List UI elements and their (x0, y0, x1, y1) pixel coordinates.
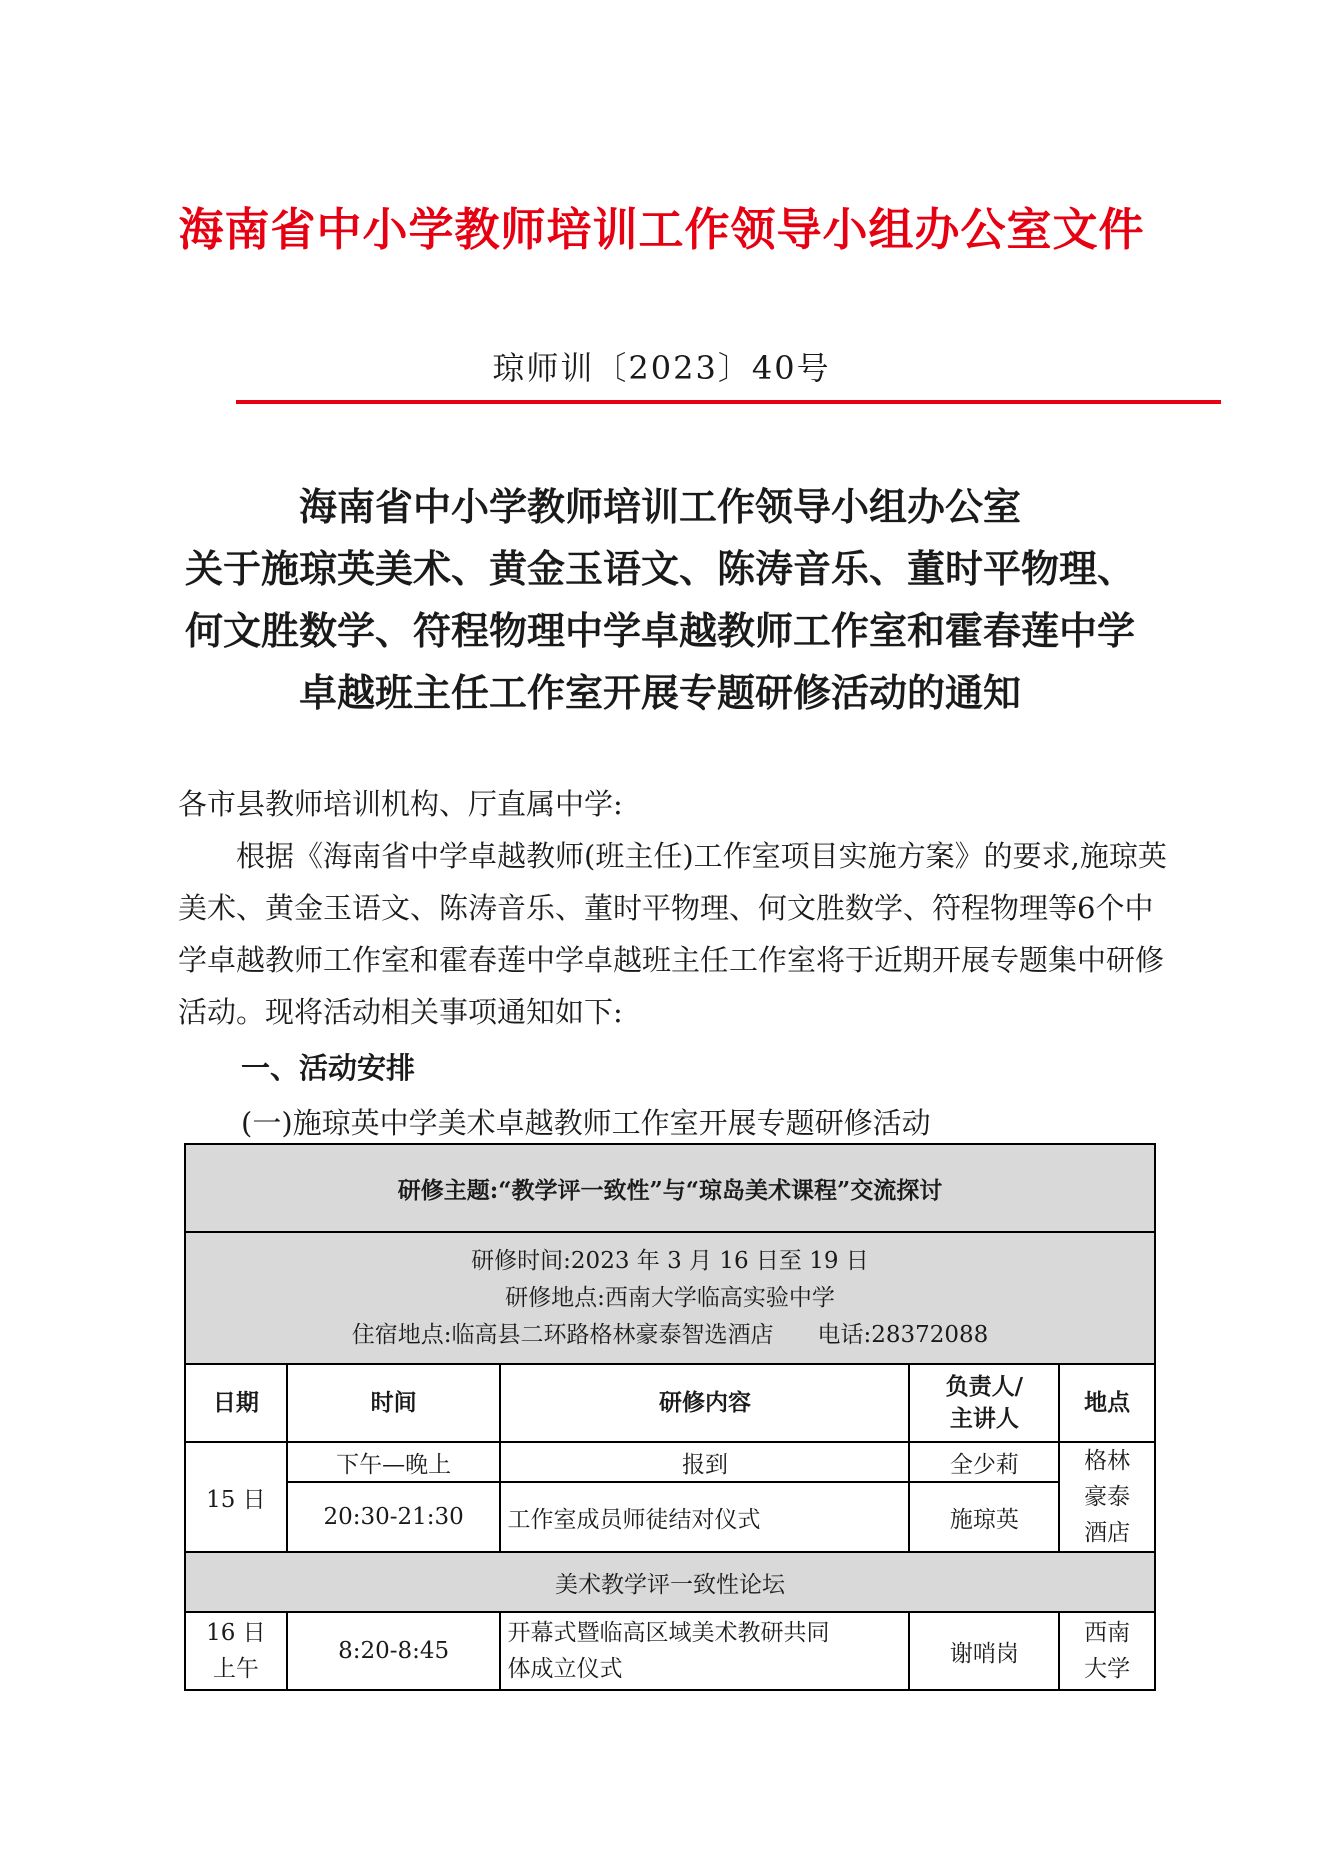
header-date: 日期 (185, 1364, 287, 1442)
time-cell: 8:20-8:45 (287, 1612, 501, 1690)
place-line: 西南 (1084, 1620, 1131, 1646)
schedule-table (184, 1143, 1156, 1691)
lodging-location: 住宿地点:临高县二环路格林豪泰智选酒店 (351, 1321, 774, 1348)
table-row (185, 1482, 1155, 1552)
place-cell (1059, 1612, 1155, 1690)
forum-title: 美术教学评一致性论坛 (185, 1552, 1155, 1612)
notice-title-line: 卓越班主任工作室开展专题研修活动的通知 (298, 670, 1021, 715)
place-cell (1059, 1442, 1155, 1552)
content-cell (500, 1612, 909, 1690)
date-cell: 15 日 (185, 1442, 287, 1552)
research-location: 研修地点:西南大学临高实验中学 (505, 1284, 835, 1311)
lodging-line (186, 1317, 1154, 1354)
date-line: 16 日 (206, 1620, 266, 1646)
content-cell: 工作室成员师徒结对仪式 (500, 1482, 909, 1552)
header-person-line: 负责人/ (945, 1373, 1024, 1400)
research-time: 研修时间:2023 年 3 月 16 日至 19 日 (471, 1247, 869, 1274)
research-theme: 研修主题:“教学评一致性”与“琼岛美术课程”交流探讨 (185, 1144, 1155, 1232)
person-cell: 谢哨岗 (909, 1612, 1059, 1690)
forum-row (185, 1552, 1155, 1612)
content-cell: 报到 (500, 1442, 909, 1482)
red-divider-line (236, 400, 1221, 404)
header-person-line: 主讲人 (949, 1405, 1019, 1432)
date-line: 上午 (212, 1656, 259, 1682)
content-line: 开幕式暨临高区域美术教研共同 (507, 1620, 830, 1646)
body-paragraph (178, 830, 1168, 1038)
header-place: 地点 (1059, 1364, 1155, 1442)
research-info (185, 1232, 1155, 1364)
document-header-title: 海南省中小学教师培训工作领导小组办公室文件 (178, 203, 1145, 256)
document-number: 琼师训〔2023〕40号 (492, 349, 831, 387)
place-line: 大学 (1084, 1656, 1131, 1682)
theme-row (185, 1144, 1155, 1232)
phone-number: 电话:28372088 (817, 1321, 989, 1348)
header-person (909, 1364, 1059, 1442)
paragraph-text: 根据《海南省中学卓越教师(班主任)工作室项目实施方案》的要求,施琼英美术、黄金玉语文、陈涛音乐、董时平物理、何文胜数学、符程物理等6个中学卓越教师工作室和霍春莲中学卓越班主任工作室将于近期开展专题集中研修活动。现将活动相关事项通知如下: (178, 839, 1167, 1029)
section-heading: 一、活动安排 (241, 1051, 416, 1085)
table-row (185, 1442, 1155, 1482)
info-row (185, 1232, 1155, 1364)
notice-title-line: 海南省中小学教师培训工作领导小组办公室 (298, 484, 1021, 529)
time-cell: 下午—晚上 (287, 1442, 501, 1482)
sub-section-heading: (一)施琼英中学美术卓越教师工作室开展专题研修活动 (241, 1106, 931, 1140)
header-content: 研修内容 (500, 1364, 909, 1442)
table-header-row (185, 1364, 1155, 1442)
person-cell: 全少莉 (909, 1442, 1059, 1482)
person-cell: 施琼英 (909, 1482, 1059, 1552)
place-line: 豪泰 (1084, 1484, 1131, 1510)
notice-title-line: 何文胜数学、符程物理中学卓越教师工作室和霍春莲中学 (184, 608, 1135, 653)
time-cell: 20:30-21:30 (287, 1482, 501, 1552)
place-line: 酒店 (1084, 1520, 1131, 1546)
header-time: 时间 (287, 1364, 501, 1442)
place-line: 格林 (1084, 1448, 1131, 1474)
date-cell (185, 1612, 287, 1690)
content-line: 体成立仪式 (507, 1656, 623, 1682)
notice-title (160, 476, 1160, 724)
salutation: 各市县教师培训机构、厅直属中学: (178, 787, 623, 821)
notice-title-line: 关于施琼英美术、黄金玉语文、陈涛音乐、董时平物理、 (184, 546, 1135, 591)
table-row (185, 1612, 1155, 1690)
